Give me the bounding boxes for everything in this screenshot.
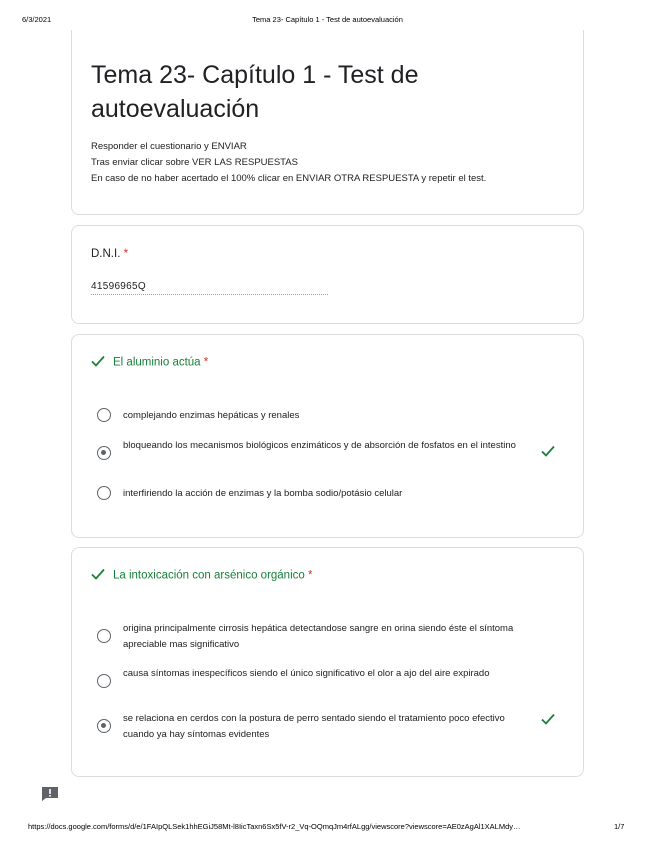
radio-button[interactable] (97, 486, 111, 500)
print-date: 6/3/2021 (22, 15, 52, 24)
checkmark-icon (91, 568, 105, 583)
option-label: se relaciona en cerdos con la postura de perro sentado siendo el tratamiento poco efectivo cuando ya hay síntomas evidentes (123, 713, 505, 740)
option-label: complejando enzimas hepáticas y renales (123, 410, 300, 421)
radio-button-selected[interactable] (97, 719, 111, 733)
option-label: bloqueando los mecanismos biológicos enzimáticos y de absorción de fosfatos en el intestino (123, 440, 516, 451)
question-card (71, 334, 584, 538)
checkmark-icon (91, 355, 105, 370)
question-title-text: La intoxicación con arsénico orgánico (113, 569, 305, 582)
form-title: Tema 23- Capítulo 1 - Test de autoevaluación (91, 61, 419, 123)
required-asterisk: * (123, 248, 129, 260)
feedback-icon[interactable] (41, 786, 59, 802)
description-line: En caso de no haber acertado el 100% clicar en ENVIAR OTRA RESPUESTA y repetir el test. (91, 173, 487, 184)
required-asterisk: * (308, 569, 313, 582)
dni-label (91, 248, 128, 260)
print-header (0, 15, 655, 27)
dni-label-text: D.N.I. (91, 248, 121, 260)
checkmark-icon (541, 444, 555, 462)
dni-field-underline (91, 294, 328, 295)
description-line: Tras enviar clicar sobre VER LAS RESPUESTAS (91, 157, 298, 168)
description-line: Responder el cuestionario y ENVIAR (91, 141, 247, 152)
question-title-text: El aluminio actúa (113, 356, 201, 369)
option-label: causa síntomas inespecíficos siendo el único significativo el olor a ajo del aire expirado (123, 668, 490, 679)
required-asterisk: * (203, 356, 209, 369)
print-title: Tema 23- Capítulo 1 - Test de autoevaluación (252, 15, 403, 24)
option-label: interfiriendo la acción de enzimas y la bomba sodio/potásio celular (123, 488, 403, 499)
question-title (91, 355, 208, 370)
radio-button[interactable] (97, 629, 111, 643)
dni-field[interactable]: 41596965Q (91, 281, 146, 292)
form-header-card (71, 30, 584, 215)
print-url: https://docs.google.com/forms/d/e/1FAIpQLSek1hhEGiJ58Mt-l8IicTaxn6Sx5fV-r2_Vq-OQmqJm4rfALgg/viewscore?viewscore=AE0zAgAl1XALMdy… (28, 822, 521, 831)
question-title (91, 568, 312, 583)
checkmark-icon (541, 712, 555, 730)
radio-button[interactable] (97, 408, 111, 422)
option-label: origina principalmente cirrosis hepática detectandose sangre en orina siendo éste el síntoma apreciable mas significativo (123, 623, 514, 650)
radio-button-selected[interactable] (97, 446, 111, 460)
question-card (71, 547, 584, 777)
radio-button[interactable] (97, 674, 111, 688)
form-description (91, 139, 486, 187)
print-page-number: 1/7 (614, 822, 625, 831)
dni-question-card (71, 225, 584, 324)
